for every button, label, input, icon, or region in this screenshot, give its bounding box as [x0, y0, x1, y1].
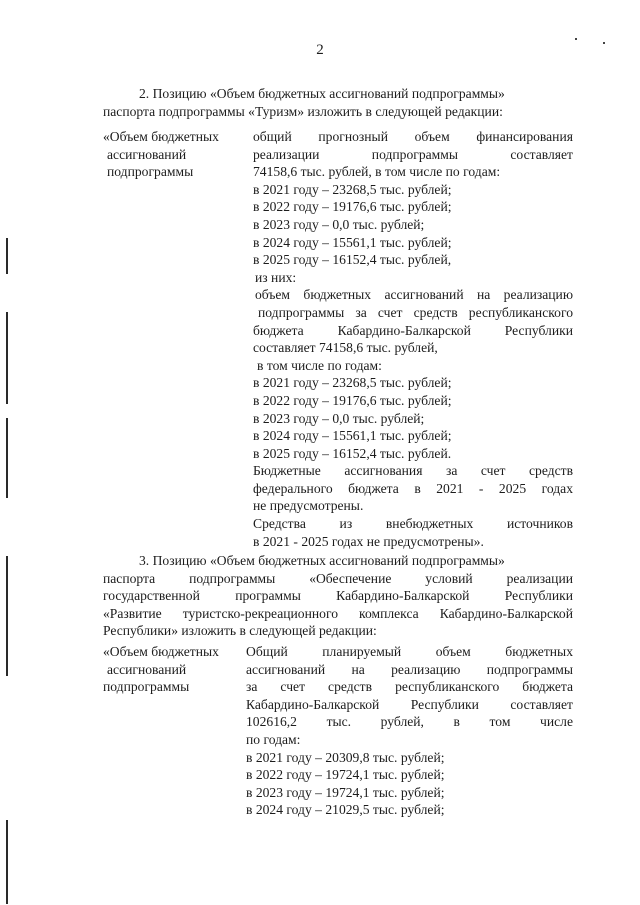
margin-scan-line	[6, 820, 8, 904]
text-line: в 2021 году – 23268,5 тыс. рублей;	[253, 181, 452, 197]
text-line: в 2021 - 2025 годах не предусмотрены».	[253, 533, 484, 549]
text-line: реализации подпрограммы составляет	[253, 146, 573, 162]
text-line: в 2024 году – 15561,1 тыс. рублей;	[253, 428, 452, 444]
text-line: за счет средств республиканского бюджета	[246, 679, 573, 695]
text-line: в 2022 году – 19724,1 тыс. рублей;	[246, 767, 445, 783]
text-line: в 2024 году – 15561,1 тыс. рублей;	[253, 234, 452, 250]
text-line: в 2022 году – 19176,6 тыс. рублей;	[253, 199, 452, 215]
margin-scan-line	[6, 418, 8, 498]
scan-speck	[603, 42, 605, 44]
page-number: 2	[316, 42, 324, 58]
text-line: Средства из внебюджетных источников	[253, 516, 573, 532]
section3-right-text	[246, 643, 573, 819]
label-line: подпрограммы	[103, 679, 190, 695]
text-line: Кабардино-Балкарской Республики составляет	[246, 696, 573, 712]
section2-left-label	[103, 128, 246, 550]
text-line: подпрограммы за счет средств республиканского	[258, 304, 573, 320]
text-line: бюджета Кабардино-Балкарской Республики	[253, 322, 573, 338]
section2-table	[103, 128, 573, 550]
margin-scan-line	[6, 238, 8, 274]
scan-speck	[575, 38, 577, 40]
text-line: составляет 74158,6 тыс. рублей,	[253, 340, 438, 356]
label-line: «Объем бюджетных	[103, 129, 219, 144]
section2-intro-line1: 2. Позицию «Объем бюджетных ассигнований подпрограммы»	[139, 86, 505, 101]
text-line: федерального бюджета в 2021 - 2025 годах	[253, 480, 573, 496]
section3-intro	[103, 552, 573, 640]
text-line: в том числе по годам:	[257, 357, 382, 373]
label-line: «Объем бюджетных	[103, 644, 219, 659]
text-line: в 2023 году – 0,0 тыс. рублей;	[253, 216, 425, 232]
label-line: подпрограммы	[107, 164, 194, 180]
text-line: из них:	[255, 269, 297, 285]
section3-left-label	[103, 643, 246, 819]
text-line: в 2023 году – 19724,1 тыс. рублей;	[246, 784, 445, 800]
text-line: в 2022 году – 19176,6 тыс. рублей;	[253, 392, 452, 408]
section2-right-text	[246, 128, 573, 550]
section2-intro	[103, 85, 573, 120]
text-line: не предусмотрены.	[253, 498, 364, 514]
text-line: Бюджетные ассигнования за счет средств	[253, 463, 573, 479]
section3-intro-line: государственной программы Кабардино-Балкарской Республики	[103, 588, 573, 604]
label-line: ассигнований	[107, 661, 187, 677]
section3-intro-line: паспорта подпрограммы «Обеспечение условий реализации	[103, 570, 573, 586]
text-line: по годам:	[246, 731, 301, 747]
margin-scan-line	[6, 312, 8, 404]
text-line: в 2025 году – 16152,4 тыс. рублей,	[253, 252, 452, 268]
text-line: в 2025 году – 16152,4 тыс. рублей.	[253, 445, 452, 461]
section3-table	[103, 643, 573, 819]
text-line: общий прогнозный объем финансирования	[253, 129, 573, 144]
text-line: в 2021 году – 20309,8 тыс. рублей;	[246, 749, 445, 765]
section2-intro-line2: паспорта подпрограммы «Туризм» изложить в следующей редакции:	[103, 103, 503, 119]
section3-intro-line: Республики» изложить в следующей редакции:	[103, 623, 377, 639]
text-line: в 2023 году – 0,0 тыс. рублей;	[253, 410, 425, 426]
text-line: ассигнований на реализацию подпрограммы	[246, 661, 573, 677]
text-line: Общий планируемый объем бюджетных	[246, 644, 573, 659]
text-line: в 2024 году – 21029,5 тыс. рублей;	[246, 802, 445, 818]
margin-scan-line	[6, 556, 8, 676]
section3-intro-line: «Развитие туристско-рекреационного комплекса Кабардино-Балкарской	[103, 605, 573, 621]
text-line: 102616,2 тыс. рублей, в том числе	[246, 714, 573, 730]
text-line: объем бюджетных ассигнований на реализацию	[255, 287, 573, 303]
text-line: в 2021 году – 23268,5 тыс. рублей;	[253, 375, 452, 391]
label-line: ассигнований	[107, 146, 187, 162]
text-line: 74158,6 тыс. рублей, в том числе по годам:	[253, 164, 501, 180]
section3-intro-line: 3. Позицию «Объем бюджетных ассигнований подпрограммы»	[139, 553, 505, 568]
